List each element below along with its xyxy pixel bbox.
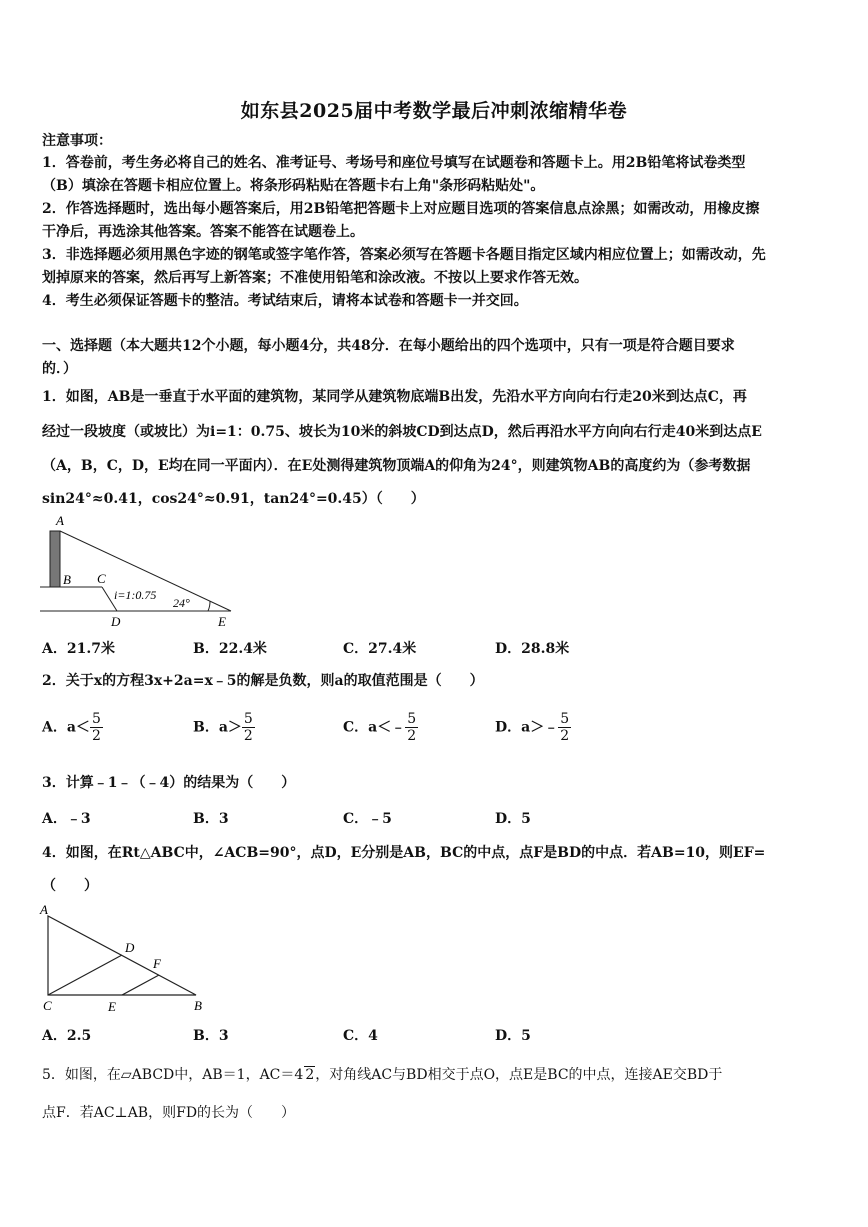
point-label-f: F	[153, 956, 161, 971]
point-label-a: A	[40, 902, 48, 917]
notice-line: 4．考生必须保证答题卡的整洁。考试结束后，请将本试卷和答题卡一并交回。	[42, 293, 528, 309]
option-label: A．a＜	[42, 719, 90, 736]
denominator: 2	[243, 728, 253, 744]
point-label-a: A	[56, 513, 64, 528]
question-4-text: 4．如图，在Rt△ABC中，∠ACB=90°，点D，E分别是AB，BC的中点，点F是BD的中点．若AB=10，则EF=	[42, 845, 766, 861]
point-label-c: C	[43, 998, 52, 1013]
question-4-figure	[36, 898, 216, 1016]
question-4-text: （ ）	[42, 878, 98, 894]
angle-label: 24°	[173, 596, 190, 610]
negative-sign: ﹣	[391, 719, 406, 736]
notice-line: 1．答卷前，考生务必将自己的姓名、准考证号、考场号和座位号填写在试题卷和答题卡上。用2B铅笔将试卷类型	[42, 155, 746, 171]
option-b[interactable]: B．22.4米	[193, 641, 267, 657]
denominator: 2	[91, 728, 101, 744]
notice-line: 干净后，再选涂其他答案。答案不能答在试题卷上。	[42, 224, 364, 240]
question-1-text: 经过一段坡度（或坡比）为i=1：0.75、坡长为10米的斜坡CD到达点D，然后再沿水平方向向右行走40米到达点E	[42, 424, 762, 440]
point-label-d: D	[125, 940, 135, 955]
question-1-figure	[38, 512, 248, 630]
point-label-e: E	[108, 999, 116, 1014]
numerator: 5	[243, 711, 253, 727]
option-c[interactable]: C．﹣5	[343, 811, 392, 827]
fraction	[558, 711, 571, 744]
point-label-d: D	[111, 614, 121, 629]
notice-line: 3．非选择题必须用黑色字迹的钢笔或签字笔作答，答案必须写在答题卡各题目指定区域内相应位置上；如需改动，先	[42, 247, 766, 263]
notice-line: （B）填涂在答题卡相应位置上。将条形码粘贴在答题卡右上角"条形码粘贴处"。	[42, 178, 545, 194]
numerator: 5	[91, 711, 101, 727]
option-b[interactable]: B．3	[193, 1028, 229, 1044]
option-label: C．a＜	[343, 719, 392, 736]
numerator: 5	[407, 711, 417, 727]
denominator: 2	[560, 728, 570, 744]
denominator: 2	[407, 728, 417, 744]
fraction	[90, 711, 103, 744]
notice-line: 2．作答选择题时，选出每小题答案后，用2B铅笔把答题卡上对应题目选项的答案信息点涂黑；如需改动，用橡皮擦	[42, 201, 760, 217]
point-label-c: C	[97, 571, 106, 586]
question-1-text: 1．如图，AB是一垂直于水平面的建筑物，某同学从建筑物底端B出发，先沿水平方向向右行走20米到达点C，再	[42, 389, 747, 405]
point-label-b: B	[63, 572, 71, 587]
question-1-text: （A，B，C，D，E均在同一平面内）．在E处测得建筑物顶端A的仰角为24°，则建筑物AB的高度约为（参考数据	[42, 458, 751, 474]
point-label-b: B	[194, 998, 202, 1013]
question-5-text	[42, 1065, 722, 1085]
option-d[interactable]: D．5	[495, 811, 531, 827]
option-d[interactable]: D．28.8米	[495, 641, 570, 657]
notice-line: 划掉原来的答案，然后再写上新答案；不准使用铅笔和涂改液。不按以上要求作答无效。	[42, 270, 588, 286]
point-label-e: E	[218, 614, 226, 629]
sqrt-radicand: 2	[305, 1067, 315, 1083]
option-label: B．a＞	[193, 719, 242, 736]
option-a[interactable]: A．﹣3	[42, 811, 91, 827]
question-1-text: sin24°≈0.41，cos24°≈0.91，tan24°=0.45）（ ）	[42, 491, 425, 507]
question-5-part: ，对角线AC与BD相交于点O，点E是BC的中点，连接AE交BD于	[315, 1067, 723, 1083]
option-d[interactable]	[495, 711, 571, 744]
question-5-text: 点F．若AC⊥AB，则FD的长为（ ）	[42, 1105, 296, 1121]
section-heading: 的．）	[42, 361, 77, 377]
numerator: 5	[560, 711, 570, 727]
section-heading: 一、选择题（本大题共12个小题，每小题4分，共48分．在每小题给出的四个选项中，只有一项是符合题目要求	[42, 338, 735, 354]
question-2-text: 2．关于x的方程3x+2a=x﹣5的解是负数，则a的取值范围是（ ）	[42, 673, 484, 689]
option-a[interactable]: A．21.7米	[42, 641, 115, 657]
slope-label: i=1:0.75	[114, 588, 157, 602]
option-b[interactable]: B．3	[193, 811, 229, 827]
option-b[interactable]	[193, 711, 255, 744]
option-label: D．a＞	[495, 719, 545, 736]
option-d[interactable]: D．5	[495, 1028, 531, 1044]
page-title: 如东县2025届中考数学最后冲刺浓缩精华卷	[240, 100, 628, 122]
option-c[interactable]: C．27.4米	[343, 641, 417, 657]
negative-sign: ﹣	[544, 719, 559, 736]
question-5-part: 5．如图，在▱ABCD中，AB＝1，AC＝4	[42, 1067, 304, 1083]
option-c[interactable]	[343, 711, 418, 744]
option-a[interactable]	[42, 711, 103, 744]
question-3-text: 3．计算﹣1﹣（﹣4）的结果为（ ）	[42, 775, 296, 791]
option-a[interactable]: A．2.5	[42, 1028, 92, 1044]
fraction	[242, 711, 255, 744]
fraction	[405, 711, 418, 744]
notice-heading: 注意事项：	[42, 133, 112, 149]
option-c[interactable]: C．4	[343, 1028, 378, 1044]
